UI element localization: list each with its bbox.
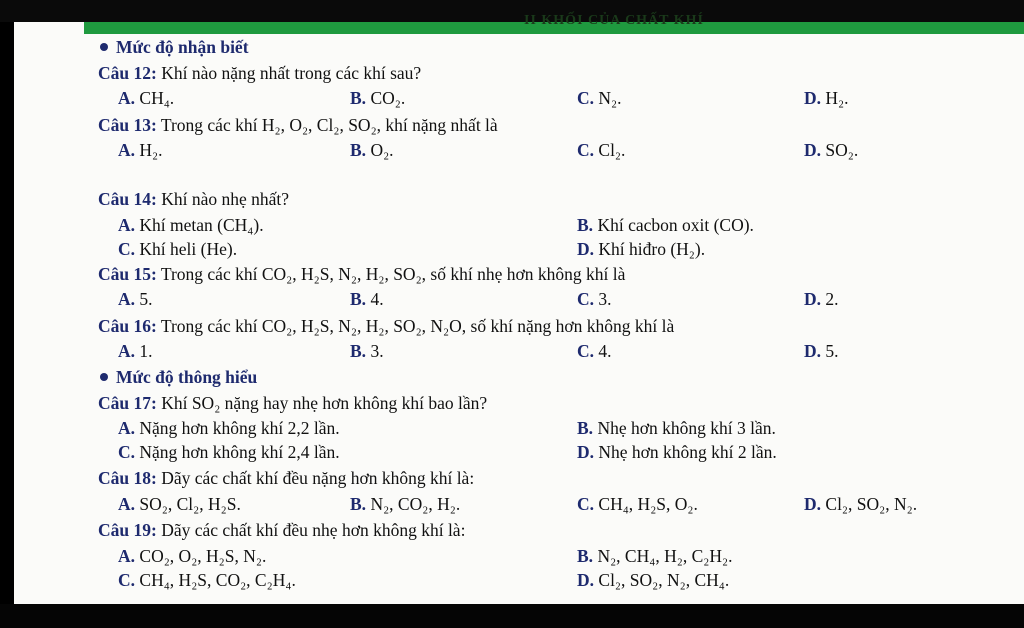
option-key: D.	[804, 289, 822, 309]
option-text: N₂, CO₂, H₂.	[370, 494, 461, 514]
level-heading-recognition	[100, 36, 249, 58]
option-text: Cl₂, SO₂, N₂, CH₄.	[598, 570, 730, 590]
option-text: Khí hiđro (H₂).	[598, 239, 706, 259]
question-text: Dãy các chất khí đều nặng hơn không khí là:	[161, 468, 475, 488]
option-text: Cl₂.	[598, 140, 626, 160]
option-a	[118, 545, 266, 567]
option-d	[577, 569, 729, 591]
question-text: Khí nào nhẹ nhất?	[161, 189, 290, 209]
option-text: 4.	[370, 289, 384, 309]
option-key: A.	[118, 140, 136, 160]
question-text: Khí nào nặng nhất trong các khí sau?	[161, 63, 422, 83]
option-key: A.	[118, 494, 136, 514]
option-text: Khí cacbon oxit (CO).	[597, 215, 754, 235]
question-number: Câu 19:	[98, 520, 157, 540]
option-a	[118, 288, 153, 310]
question-number: Câu 12:	[98, 63, 157, 83]
option-a	[118, 493, 241, 515]
question-text: Trong các khí CO₂, H₂S, N₂, H₂, SO₂, số khí nhẹ hơn không khí là	[160, 264, 626, 284]
option-text: Nặng hơn không khí 2,4 lần.	[139, 442, 340, 462]
level-label: Mức độ nhận biết	[116, 37, 249, 57]
level-label: Mức độ thông hiểu	[116, 367, 258, 387]
option-d	[577, 238, 705, 260]
bottom-black-border	[0, 604, 1024, 628]
question-number: Câu 18:	[98, 468, 157, 488]
top-black-border	[0, 0, 1024, 22]
bullet-icon	[100, 43, 108, 51]
option-key: A.	[118, 215, 136, 235]
option-key: D.	[804, 88, 822, 108]
option-a	[118, 87, 174, 109]
option-key: A.	[118, 289, 136, 309]
question-number: Câu 16:	[98, 316, 157, 336]
option-key: D.	[577, 442, 595, 462]
option-b	[577, 214, 754, 236]
option-text: 3.	[598, 289, 612, 309]
option-text: Cl₂, SO₂, N₂.	[825, 494, 918, 514]
option-a	[118, 214, 264, 236]
question-12	[98, 62, 421, 84]
question-text: Khí SO₂ nặng hay nhẹ hơn không khí bao lần?	[161, 393, 488, 413]
option-c	[577, 340, 612, 362]
question-14	[98, 188, 289, 210]
option-text: Khí metan (CH₄).	[139, 215, 264, 235]
option-text: CH₄, H₂S, O₂.	[598, 494, 698, 514]
option-a	[118, 139, 163, 161]
option-d	[804, 288, 839, 310]
question-number: Câu 14:	[98, 189, 157, 209]
option-text: Khí heli (He).	[139, 239, 238, 259]
document-page	[14, 13, 1024, 604]
option-key: B.	[350, 88, 367, 108]
option-c	[577, 139, 625, 161]
option-key: D.	[577, 570, 595, 590]
section-header-title: II KHỐI CỦA CHẤT KHÍ	[524, 13, 704, 28]
option-text: SO₂.	[825, 140, 859, 160]
option-d	[804, 87, 849, 109]
question-19	[98, 519, 465, 541]
option-key: B.	[350, 140, 367, 160]
question-16	[98, 315, 674, 337]
question-text: Dãy các chất khí đều nhẹ hơn không khí là:	[161, 520, 466, 540]
section-header-band	[84, 13, 1024, 34]
option-text: O₂.	[370, 140, 394, 160]
question-number: Câu 13:	[98, 115, 157, 135]
option-text: Nhẹ hơn không khí 3 lần.	[597, 418, 776, 438]
option-c	[118, 238, 237, 260]
option-key: D.	[804, 341, 822, 361]
option-key: C.	[577, 140, 595, 160]
option-key: B.	[577, 546, 594, 566]
option-key: A.	[118, 418, 136, 438]
option-key: D.	[804, 494, 822, 514]
option-b	[350, 340, 384, 362]
option-text: 5.	[139, 289, 153, 309]
question-13	[98, 114, 498, 136]
question-number: Câu 15:	[98, 264, 157, 284]
option-text: CH₄, H₂S, CO₂, C₂H₄.	[139, 570, 296, 590]
question-text: Trong các khí H₂, O₂, Cl₂, SO₂, khí nặng nhất là	[160, 115, 498, 135]
option-text: CO₂.	[370, 88, 406, 108]
question-number: Câu 17:	[98, 393, 157, 413]
option-c	[577, 87, 622, 109]
option-key: C.	[118, 442, 136, 462]
option-c	[118, 569, 296, 591]
option-key: C.	[118, 239, 136, 259]
option-key: A.	[118, 546, 136, 566]
option-key: B.	[350, 494, 367, 514]
option-text: 1.	[139, 341, 153, 361]
option-text: N₂, CH₄, H₂, C₂H₂.	[597, 546, 733, 566]
option-key: B.	[350, 341, 367, 361]
option-key: C.	[577, 494, 595, 514]
option-key: C.	[577, 88, 595, 108]
option-text: SO₂, Cl₂, H₂S.	[139, 494, 241, 514]
option-d	[804, 139, 858, 161]
option-text: H₂.	[139, 140, 163, 160]
option-key: A.	[118, 88, 136, 108]
option-a	[118, 417, 340, 439]
option-key: C.	[577, 341, 595, 361]
option-text: N₂.	[598, 88, 622, 108]
question-18	[98, 467, 474, 489]
level-heading-comprehension	[100, 366, 257, 388]
option-key: D.	[577, 239, 595, 259]
option-b	[350, 288, 384, 310]
option-key: A.	[118, 341, 136, 361]
option-key: B.	[577, 418, 594, 438]
option-d	[577, 441, 777, 463]
question-15	[98, 263, 625, 285]
option-key: C.	[577, 289, 595, 309]
option-key: B.	[350, 289, 367, 309]
bullet-icon	[100, 373, 108, 381]
option-b	[577, 545, 732, 567]
option-d	[804, 340, 839, 362]
option-text: CO₂, O₂, H₂S, N₂.	[139, 546, 267, 566]
option-key: D.	[804, 140, 822, 160]
option-text: 5.	[825, 341, 839, 361]
option-b	[577, 417, 776, 439]
option-text: CH₄.	[139, 88, 175, 108]
question-17	[98, 392, 487, 414]
question-text: Trong các khí CO₂, H₂S, N₂, H₂, SO₂, N₂O, số khí nặng hơn không khí là	[160, 316, 675, 336]
option-c	[577, 288, 612, 310]
option-text: 3.	[370, 341, 384, 361]
option-text: Nhẹ hơn không khí 2 lần.	[598, 442, 777, 462]
option-text: H₂.	[825, 88, 849, 108]
option-b	[350, 87, 405, 109]
option-a	[118, 340, 153, 362]
option-c	[577, 493, 698, 515]
option-key: B.	[577, 215, 594, 235]
option-d	[804, 493, 917, 515]
option-text: 4.	[598, 341, 612, 361]
option-c	[118, 441, 340, 463]
option-text: 2.	[825, 289, 839, 309]
option-b	[350, 139, 394, 161]
option-key: C.	[118, 570, 136, 590]
option-text: Nặng hơn không khí 2,2 lần.	[139, 418, 340, 438]
option-b	[350, 493, 460, 515]
